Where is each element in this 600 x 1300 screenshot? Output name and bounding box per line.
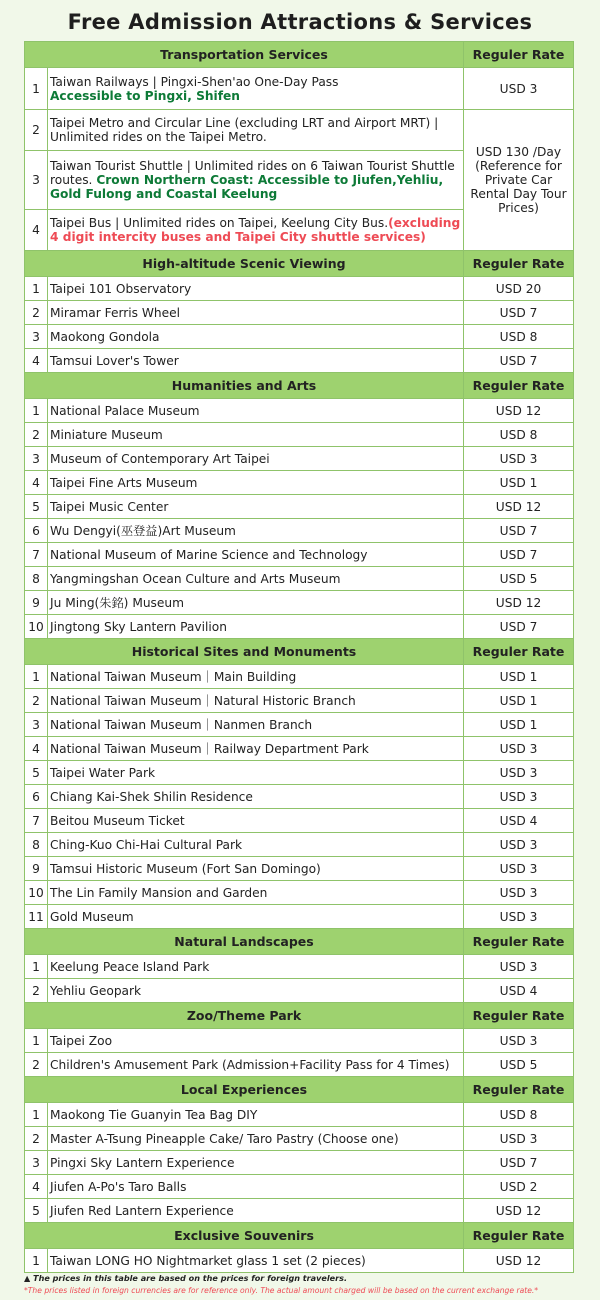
section-title: Exclusive Souvenirs — [25, 1223, 464, 1249]
table-row — [25, 615, 574, 639]
table-row — [25, 349, 574, 373]
row-rate: USD 4 — [464, 809, 574, 833]
row-rate: USD 3 — [464, 761, 574, 785]
row-number: 2 — [25, 1127, 48, 1151]
row-text: Taiwan Tourist Shuttle | Unlimited rides on 6 Taiwan Tourist Shuttle routes. — [50, 159, 455, 187]
row-description — [48, 151, 464, 210]
row-rate: USD 4 — [464, 979, 574, 1003]
table-row — [25, 495, 574, 519]
row-number: 2 — [25, 301, 48, 325]
row-number: 1 — [25, 1103, 48, 1127]
table-row — [25, 110, 574, 151]
table-row — [25, 1199, 574, 1223]
footnote-disclaimer: *The prices listed in foreign currencies are for reference only. The actual amount charged will be based on the current exchange rate.* — [24, 1286, 539, 1295]
row-number: 2 — [25, 979, 48, 1003]
row-warning: (excluding 4 digit intercity buses and Taipei City shuttle services) — [50, 216, 461, 244]
rate-column-header: Reguler Rate — [464, 251, 574, 277]
row-rate: USD 3 — [464, 1127, 574, 1151]
row-number: 3 — [25, 713, 48, 737]
row-number: 10 — [25, 615, 48, 639]
row-name: Yangmingshan Ocean Culture and Arts Museum — [48, 567, 464, 591]
row-name: Jiufen A-Po's Taro Balls — [48, 1175, 464, 1199]
row-number: 2 — [25, 110, 48, 151]
row-name: National Museum of Marine Science and Technology — [48, 543, 464, 567]
table-row — [25, 447, 574, 471]
row-name: Beitou Museum Ticket — [48, 809, 464, 833]
row-name: Taiwan LONG HO Nightmarket glass 1 set (2 pieces) — [48, 1249, 464, 1273]
row-name: Maokong Tie Guanyin Tea Bag DIY — [48, 1103, 464, 1127]
row-description — [48, 68, 464, 110]
section-title: Historical Sites and Monuments — [25, 639, 464, 665]
table-row — [25, 423, 574, 447]
row-number: 1 — [25, 1249, 48, 1273]
row-name: National Palace Museum — [48, 399, 464, 423]
row-rate: USD 2 — [464, 1175, 574, 1199]
row-number: 6 — [25, 785, 48, 809]
section-header-row — [25, 929, 574, 955]
table-row — [25, 1127, 574, 1151]
row-number: 2 — [25, 689, 48, 713]
table-row — [25, 277, 574, 301]
footnote: ▲ The prices in this table are based on the prices for foreign travelers. — [24, 1273, 348, 1283]
table-row — [25, 761, 574, 785]
row-rate: USD 3 — [464, 737, 574, 761]
row-rate: USD 1 — [464, 665, 574, 689]
table-row — [25, 1103, 574, 1127]
row-name: Miramar Ferris Wheel — [48, 301, 464, 325]
row-rate: USD 3 — [464, 881, 574, 905]
rate-column-header: Reguler Rate — [464, 639, 574, 665]
table-row — [25, 881, 574, 905]
row-number: 11 — [25, 905, 48, 929]
section-header-row — [25, 251, 574, 277]
row-number: 6 — [25, 519, 48, 543]
row-description: Taipei Metro and Circular Line (excluding LRT and Airport MRT) | Unlimited rides on the Taipei Metro. — [48, 110, 464, 151]
row-name: Ju Ming(朱銘) Museum — [48, 591, 464, 615]
row-number: 4 — [25, 1175, 48, 1199]
row-rate: USD 5 — [464, 1053, 574, 1077]
row-rate: USD 3 — [464, 905, 574, 929]
row-number: 9 — [25, 857, 48, 881]
table-row — [25, 519, 574, 543]
section-header-row — [25, 373, 574, 399]
table-row — [25, 471, 574, 495]
table-row — [25, 591, 574, 615]
row-number: 3 — [25, 151, 48, 210]
section-header-row — [25, 639, 574, 665]
row-rate: USD 1 — [464, 471, 574, 495]
row-name: Taipei Fine Arts Museum — [48, 471, 464, 495]
table-row — [25, 301, 574, 325]
row-rate: USD 12 — [464, 1199, 574, 1223]
row-rate: USD 3 — [464, 955, 574, 979]
row-rate: USD 12 — [464, 1249, 574, 1273]
row-text: Taiwan Railways | Pingxi-Shen'ao One-Day Pass — [50, 74, 339, 89]
row-name: Children's Amusement Park (Admission+Facility Pass for 4 Times) — [48, 1053, 464, 1077]
table-row — [25, 833, 574, 857]
table-row — [25, 955, 574, 979]
row-number: 5 — [25, 761, 48, 785]
row-rate: USD 12 — [464, 591, 574, 615]
row-rate: USD 3 — [464, 68, 574, 110]
row-name: National Taiwan Museum｜Main Building — [48, 665, 464, 689]
row-number: 8 — [25, 567, 48, 591]
table-row — [25, 325, 574, 349]
table-row — [25, 567, 574, 591]
table-row — [25, 737, 574, 761]
section-title: Zoo/Theme Park — [25, 1003, 464, 1029]
section-title: Local Experiences — [25, 1077, 464, 1103]
row-name: Wu Dengyi(巫登益)Art Museum — [48, 519, 464, 543]
row-rate: USD 12 — [464, 399, 574, 423]
row-name: Tamsui Historic Museum (Fort San Domingo) — [48, 857, 464, 881]
section-title: High-altitude Scenic Viewing — [25, 251, 464, 277]
row-number: 1 — [25, 277, 48, 301]
row-number: 2 — [25, 1053, 48, 1077]
section-header-row — [25, 42, 574, 68]
table-row — [25, 905, 574, 929]
rate-column-header: Reguler Rate — [464, 373, 574, 399]
row-rate: USD 3 — [464, 857, 574, 881]
row-name: Yehliu Geopark — [48, 979, 464, 1003]
row-rate: USD 7 — [464, 301, 574, 325]
row-name: Taipei 101 Observatory — [48, 277, 464, 301]
row-number: 3 — [25, 447, 48, 471]
row-number: 4 — [25, 471, 48, 495]
row-rate: USD 1 — [464, 713, 574, 737]
row-name: Keelung Peace Island Park — [48, 955, 464, 979]
row-highlight: Accessible to Pingxi, Shifen — [50, 88, 240, 103]
table-row — [25, 543, 574, 567]
rate-column-header: Reguler Rate — [464, 1077, 574, 1103]
rate-column-header: Reguler Rate — [464, 42, 574, 68]
row-name: Ching-Kuo Chi-Hai Cultural Park — [48, 833, 464, 857]
table-row — [25, 785, 574, 809]
row-name: Jingtong Sky Lantern Pavilion — [48, 615, 464, 639]
row-name: Gold Museum — [48, 905, 464, 929]
row-rate: USD 8 — [464, 325, 574, 349]
table-row — [25, 665, 574, 689]
page-title: Free Admission Attractions & Services — [67, 10, 533, 34]
row-rate: USD 3 — [464, 447, 574, 471]
table-row — [25, 1249, 574, 1273]
row-rate: USD 5 — [464, 567, 574, 591]
row-number: 1 — [25, 955, 48, 979]
table-row — [25, 689, 574, 713]
row-name: Pingxi Sky Lantern Experience — [48, 1151, 464, 1175]
row-name: Taipei Water Park — [48, 761, 464, 785]
row-number: 4 — [25, 737, 48, 761]
table-row — [25, 1151, 574, 1175]
row-highlight: Crown Northern Coast: Accessible to Jiufen,Yehliu, Gold Fulong and Coastal Keelung — [50, 173, 444, 201]
row-number: 8 — [25, 833, 48, 857]
row-text: Taipei Bus | Unlimited rides on Taipei, Keelung City Bus. — [50, 216, 389, 230]
table-row — [25, 399, 574, 423]
table-row — [25, 857, 574, 881]
row-number: 4 — [25, 349, 48, 373]
table-row — [25, 713, 574, 737]
rate-column-header: Reguler Rate — [464, 1003, 574, 1029]
table-row — [25, 809, 574, 833]
row-name: Master A-Tsung Pineapple Cake/ Taro Pastry (Choose one) — [48, 1127, 464, 1151]
rate-column-header: Reguler Rate — [464, 929, 574, 955]
row-number: 10 — [25, 881, 48, 905]
row-name: Miniature Museum — [48, 423, 464, 447]
row-rate: USD 20 — [464, 277, 574, 301]
row-rate: USD 3 — [464, 785, 574, 809]
row-number: 5 — [25, 495, 48, 519]
section-header-row — [25, 1077, 574, 1103]
row-description — [48, 210, 464, 251]
row-name: National Taiwan Museum｜Natural Historic Branch — [48, 689, 464, 713]
row-number: 4 — [25, 210, 48, 251]
table-row — [25, 1175, 574, 1199]
row-name: National Taiwan Museum｜Nanmen Branch — [48, 713, 464, 737]
row-rate: USD 7 — [464, 349, 574, 373]
row-name: Taipei Zoo — [48, 1029, 464, 1053]
row-name: The Lin Family Mansion and Garden — [48, 881, 464, 905]
section-title: Transportation Services — [25, 42, 464, 68]
row-name: Taipei Music Center — [48, 495, 464, 519]
row-number: 1 — [25, 1029, 48, 1053]
row-rate: USD 7 — [464, 1151, 574, 1175]
section-header-row — [25, 1003, 574, 1029]
row-number: 7 — [25, 543, 48, 567]
row-rate: USD 3 — [464, 1029, 574, 1053]
table-row — [25, 68, 574, 110]
row-number: 9 — [25, 591, 48, 615]
row-number: 3 — [25, 1151, 48, 1175]
row-rate: USD 12 — [464, 495, 574, 519]
row-number: 1 — [25, 399, 48, 423]
row-rate: USD 1 — [464, 689, 574, 713]
rate-column-header: Reguler Rate — [464, 1223, 574, 1249]
section-header-row — [25, 1223, 574, 1249]
row-number: 7 — [25, 809, 48, 833]
section-title: Humanities and Arts — [25, 373, 464, 399]
row-number: 5 — [25, 1199, 48, 1223]
row-number: 3 — [25, 325, 48, 349]
attractions-table — [24, 41, 574, 1273]
row-rate: USD 7 — [464, 615, 574, 639]
row-rate: USD 7 — [464, 519, 574, 543]
row-rate: USD 3 — [464, 833, 574, 857]
row-name: National Taiwan Museum｜Railway Department Park — [48, 737, 464, 761]
row-name: Chiang Kai-Shek Shilin Residence — [48, 785, 464, 809]
row-number: 1 — [25, 665, 48, 689]
table-row — [25, 979, 574, 1003]
table-row — [25, 1053, 574, 1077]
row-rate: USD 7 — [464, 543, 574, 567]
row-name: Tamsui Lover's Tower — [48, 349, 464, 373]
row-name: Jiufen Red Lantern Experience — [48, 1199, 464, 1223]
row-name: Maokong Gondola — [48, 325, 464, 349]
row-rate-merged: USD 130 /Day (Reference for Private Car Rental Day Tour Prices) — [464, 110, 574, 251]
table-row — [25, 1029, 574, 1053]
row-number: 2 — [25, 423, 48, 447]
row-rate: USD 8 — [464, 1103, 574, 1127]
row-rate: USD 8 — [464, 423, 574, 447]
row-number: 1 — [25, 68, 48, 110]
section-title: Natural Landscapes — [25, 929, 464, 955]
row-name: Museum of Contemporary Art Taipei — [48, 447, 464, 471]
